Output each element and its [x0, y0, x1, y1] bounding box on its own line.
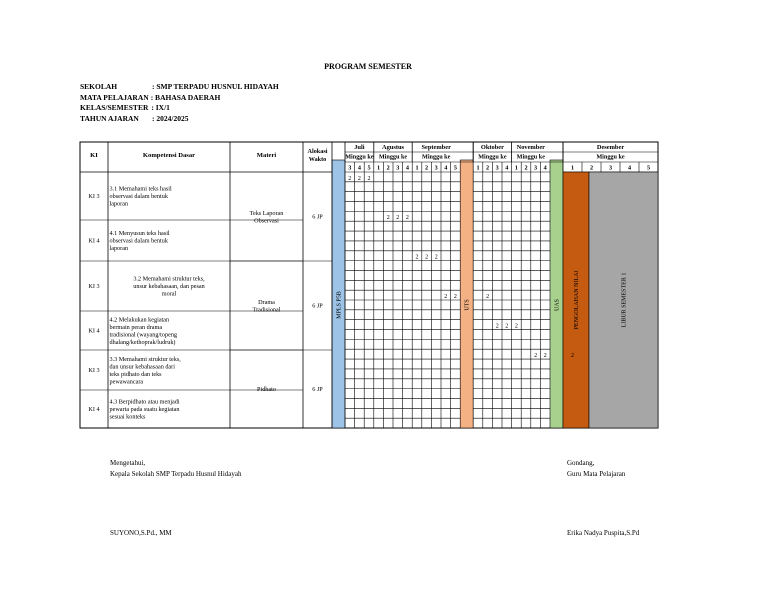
- info-value: : BAHASA DAERAH: [150, 92, 221, 102]
- info-value: : IX/1: [151, 103, 170, 112]
- alokasi-text: 6 JP: [312, 386, 323, 393]
- footer-left-line1: Mengetahui,: [110, 459, 146, 467]
- materi-text: Tradisional: [252, 306, 281, 314]
- schedule-entry: 2: [386, 215, 390, 222]
- week-number: 4: [405, 164, 409, 172]
- week-number: 2: [524, 164, 528, 172]
- header-alokasi: Wakto: [308, 156, 327, 163]
- schedule-entry: 2: [405, 215, 409, 222]
- pengolahan-label: PENGOLAHAN NILAI: [574, 270, 580, 330]
- info-label: SEKOLAH: [80, 82, 118, 91]
- schedule-entry: 2: [434, 254, 438, 261]
- info-label: TAHUN AJARAN: [80, 113, 139, 123]
- kd-text: observasi dalam bentuk: [109, 237, 168, 245]
- info-label: MATA PELAJARAN: [80, 92, 149, 102]
- uas-column: [550, 160, 563, 428]
- mpls-label: MPLS P5B: [336, 291, 343, 319]
- schedule-entry: 2: [495, 323, 499, 330]
- week-number: 5: [646, 164, 651, 172]
- week-number: 2: [386, 164, 390, 172]
- footer-left: [110, 458, 242, 480]
- kd-text: bermain peran drama: [109, 323, 163, 331]
- schedule-entry: 2: [571, 353, 574, 360]
- week-number: 4: [543, 164, 547, 172]
- week-number: 3: [434, 164, 438, 172]
- alokasi-text: 6 JP: [312, 213, 323, 221]
- kd-text: pewarta pada suatu kegiatan: [109, 406, 180, 413]
- principal-name: SUYONO,S.Pd., MM: [110, 529, 172, 537]
- header-materi: Materi: [256, 152, 277, 159]
- schedule-entry: 2: [543, 353, 547, 360]
- kd-text: sesuai konteks: [109, 413, 146, 421]
- materi-text: Drama: [258, 298, 275, 306]
- kd-text: 4.3 Berpidhato atau menjadi: [109, 398, 180, 406]
- week-number: 3: [396, 164, 400, 172]
- schedule-entry: 2: [367, 175, 371, 182]
- minggu-ke-label: Minggu ke: [478, 153, 507, 161]
- week-number: 4: [444, 164, 448, 172]
- kd-text: unsur kebahasaan, dan pesan: [133, 283, 205, 290]
- kd-text: 4.2 Melakukan kegiatan: [109, 316, 170, 324]
- minggu-ke-label: Minggu ke: [422, 153, 451, 161]
- month-label: September: [421, 144, 451, 151]
- kd-text: 4.1 Menyusun teks hasil: [109, 230, 170, 237]
- week-number: 3: [608, 164, 613, 172]
- week-number: 3: [348, 164, 352, 172]
- minggu-ke-label: Minggu ke: [516, 153, 545, 161]
- teacher-name: Erika Nadya Puspita,S.Pd: [567, 529, 640, 537]
- ki-label: KI 4: [88, 406, 100, 413]
- document-title: PROGRAM SEMESTER: [324, 62, 412, 71]
- ki-label: KI 4: [88, 327, 100, 335]
- week-number: 4: [627, 164, 632, 172]
- schedule-entry: 2: [415, 254, 419, 261]
- kd-text: dan unsur kebahasaan dari: [109, 363, 175, 371]
- info-value: : 2024/2025: [152, 113, 189, 123]
- kd-text: tradisional (wayang/topeng: [109, 331, 178, 339]
- kd-text: laporan: [109, 245, 129, 252]
- footer-right: [567, 458, 625, 480]
- footer-right-line2: Guru Mata Pelajaran: [567, 470, 626, 478]
- header-ki: KI: [90, 152, 98, 159]
- week-number: 2: [589, 164, 594, 172]
- kd-text: 3.2 Memahami struktur teks,: [133, 275, 205, 283]
- kd-text: observasi dalam bentuk: [109, 193, 168, 200]
- schedule-entry: 2: [505, 323, 509, 330]
- kd-text: dhalang/kethoprak/ludruk): [109, 338, 176, 346]
- week-number: 3: [534, 164, 538, 172]
- week-number: 1: [415, 164, 419, 172]
- kd-text: moral: [161, 290, 177, 298]
- footer-left-line2: Kepala Sekolah SMP Terpadu Husnul Hidayah: [110, 470, 242, 478]
- info-value: : SMP TERPADU HUSNUL HIDAYAH: [152, 82, 279, 91]
- week-number: 1: [476, 164, 480, 172]
- schedule-entry: 2: [425, 254, 429, 261]
- materi-text: Pidhato: [257, 386, 276, 393]
- alokasi-text: 6 JP: [312, 302, 323, 310]
- week-number: 2: [425, 164, 429, 172]
- week-number: 5: [367, 164, 371, 172]
- ki-label: KI 3: [88, 193, 100, 200]
- week-number: 1: [377, 164, 381, 172]
- schedule-entry: 2: [357, 175, 361, 182]
- schedule-entry: 2: [486, 294, 490, 300]
- info-label: KELAS/SEMESTER: [80, 103, 149, 112]
- schedule-entry: 2: [348, 175, 352, 182]
- uts-label: UTS: [464, 299, 471, 311]
- uts-column: [460, 160, 473, 428]
- month-label: Desember: [596, 144, 625, 151]
- schedule-entry: 2: [396, 215, 400, 222]
- month-label: Juli: [354, 144, 365, 151]
- week-number: 2: [486, 164, 490, 172]
- materi-text: Observasi: [254, 217, 279, 225]
- kd-text: pewawancara: [109, 378, 144, 386]
- schedule-entry: 2: [534, 353, 538, 360]
- week-number: 3: [495, 164, 499, 172]
- kd-text: teks pidhato dan teks: [109, 370, 162, 378]
- header-alokasi: Alokasi: [307, 148, 328, 155]
- week-number: 1: [514, 164, 518, 172]
- kd-text: 3.3 Memahami struktur teks,: [109, 355, 181, 363]
- materi-text: Teks Laporan: [249, 209, 284, 217]
- schedule-entry: 2: [514, 323, 518, 330]
- month-label: November: [516, 144, 546, 151]
- ki-label: KI 4: [88, 237, 100, 245]
- ki-label: KI 3: [88, 283, 100, 290]
- schedule-entry: 2: [453, 294, 457, 300]
- footer-right-line1: Gondang,: [567, 459, 595, 467]
- kd-text: 3.1 Memahami teks hasil: [109, 185, 172, 193]
- header-kompetensi-dasar: Kompetensi Dasar: [142, 152, 196, 159]
- schedule-entry: 2: [444, 294, 448, 300]
- libur-label: LIBUR SEMESTER 1: [621, 272, 628, 328]
- ki-label: KI 3: [88, 367, 100, 374]
- month-label: Oktober: [480, 144, 504, 151]
- month-label: Agustus: [381, 144, 405, 151]
- kd-text: laporan: [109, 200, 129, 208]
- week-number: 1: [570, 164, 575, 172]
- week-number: 4: [357, 164, 361, 172]
- minggu-ke-label: Minggu ke: [378, 153, 408, 161]
- uas-label: UAS: [554, 298, 561, 312]
- week-number: 5: [453, 164, 457, 172]
- minggu-ke-label: Minggu ke: [345, 153, 374, 161]
- week-number: 4: [505, 164, 509, 172]
- minggu-ke-label: Minggu ke: [596, 153, 625, 161]
